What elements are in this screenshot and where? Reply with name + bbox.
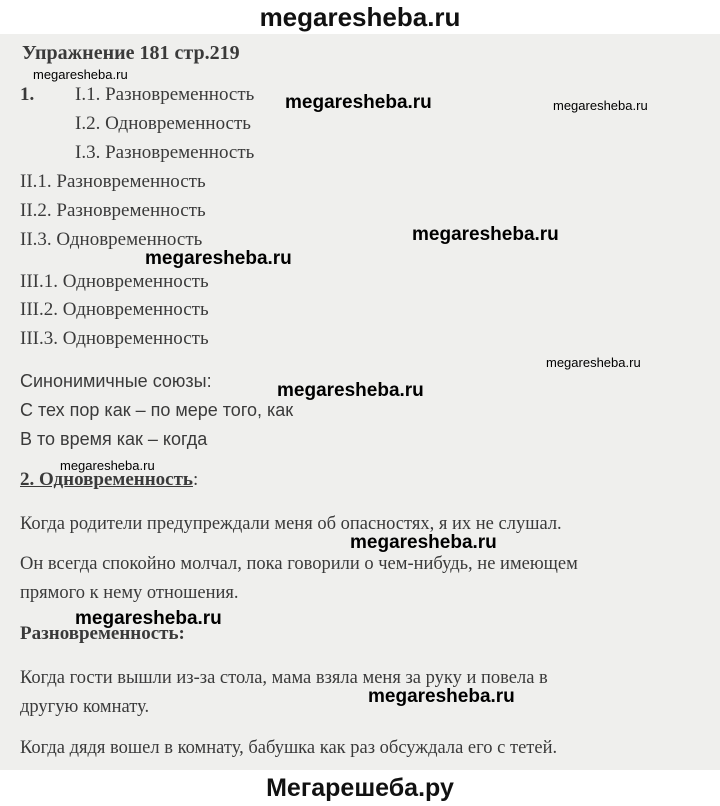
watermark-small: megaresheba.ru xyxy=(553,98,648,113)
example-sentence: прямого к нему отношения. xyxy=(20,583,239,603)
watermark-bold: megaresheba.ru xyxy=(277,380,424,401)
watermark-small: megaresheba.ru xyxy=(546,355,641,370)
synonyms-heading: Синонимичные союзы: xyxy=(20,371,212,391)
watermark-bold: megaresheba.ru xyxy=(285,92,432,113)
watermark-bold: megaresheba.ru xyxy=(75,608,222,629)
synonym-line: В то время как – когда xyxy=(20,429,208,449)
watermark-bold: megaresheba.ru xyxy=(145,248,292,269)
watermark-bold: megaresheba.ru xyxy=(368,686,515,707)
site-watermark-footer: Мегарешеба.ру xyxy=(266,774,454,802)
answer-item: III.1. Одновременность xyxy=(20,271,209,292)
answer-item: II.2. Разновременность xyxy=(20,200,206,221)
part1-number: 1. xyxy=(20,84,35,105)
answer-item: III.3. Одновременность xyxy=(20,328,209,349)
part3-heading: Разновременность: xyxy=(20,623,185,644)
example-sentence: Когда гости вышли из-за стола, мама взяла меня за руку и повела в xyxy=(20,668,548,688)
answer-item: I.2. Одновременность xyxy=(75,113,251,134)
exercise-title: Упражнение 181 стр.219 xyxy=(22,42,240,64)
part2-colon: : xyxy=(192,469,199,490)
answer-item: III.2. Одновременность xyxy=(20,299,209,320)
watermark-small: megaresheba.ru xyxy=(60,458,155,473)
site-watermark-header: megaresheba.ru xyxy=(259,2,461,32)
watermark-small: megaresheba.ru xyxy=(33,67,128,82)
example-sentence: другую комнату. xyxy=(20,697,150,717)
answer-item: II.3. Одновременность xyxy=(20,229,203,250)
watermark-bold: megaresheba.ru xyxy=(350,532,497,553)
answer-item: I.1. Разновременность xyxy=(75,84,255,105)
synonym-line: С тех пор как – по мере того, как xyxy=(20,400,294,420)
example-sentence: Когда дядя вошел в комнату, бабушка как раз обсуждала его с тетей. xyxy=(20,738,558,758)
example-sentence: Когда родители предупреждали меня об опасностях, я их не слушал. xyxy=(20,514,562,534)
answer-item: I.3. Разновременность xyxy=(75,142,255,163)
watermark-bold: megaresheba.ru xyxy=(412,224,559,245)
answer-item: II.1. Разновременность xyxy=(20,171,206,192)
example-sentence: Он всегда спокойно молчал, пока говорили о чем-нибудь, не имеющем xyxy=(20,554,578,574)
part2-heading: 2. Одновременность xyxy=(20,469,193,490)
